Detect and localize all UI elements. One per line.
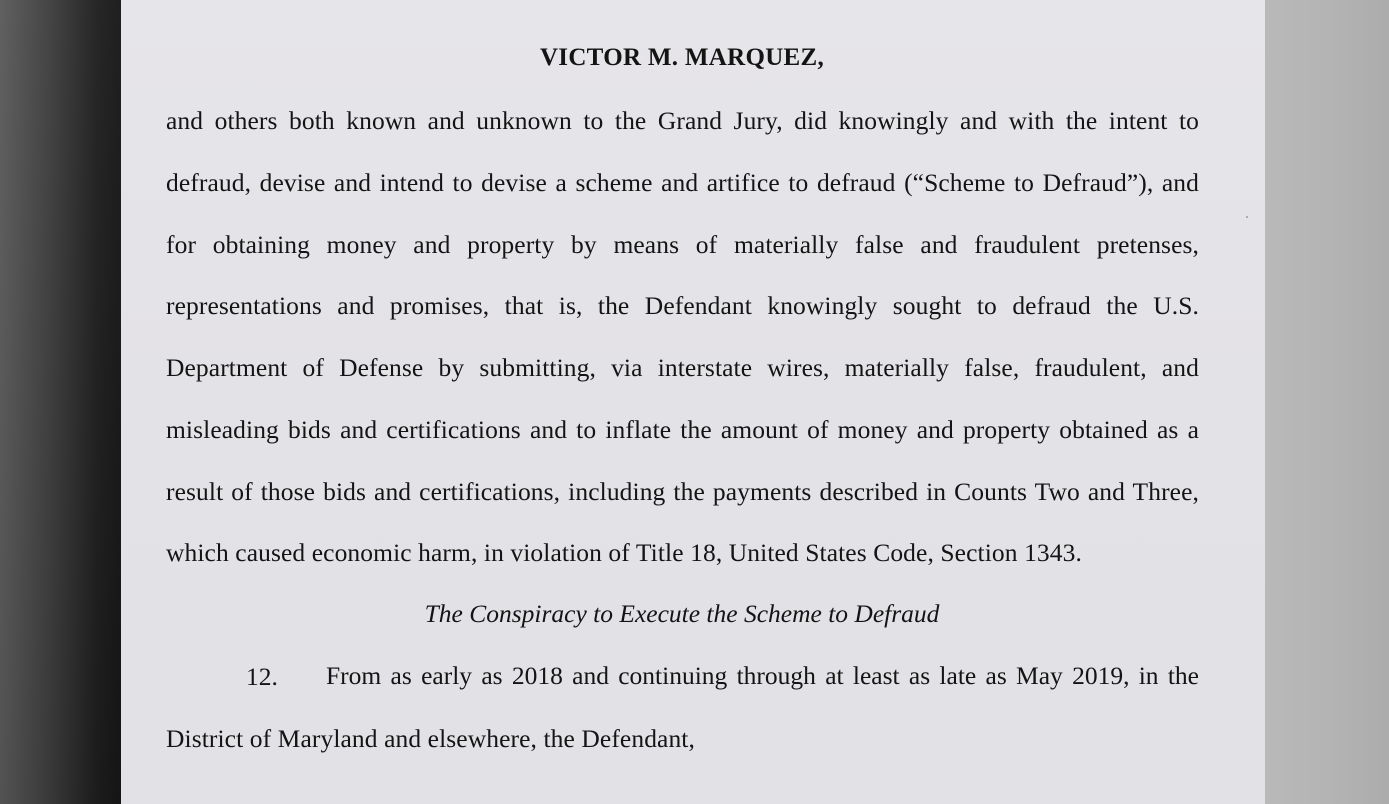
body-line-5: Department of Defense by submitting, via interstate wires, materially false, fraudulent, and [166, 353, 1199, 382]
document-page [121, 0, 1265, 804]
paragraph-number: 12. [246, 662, 278, 691]
body-line-1: and others both known and unknown to the Grand Jury, did knowingly and with the intent to [166, 106, 1199, 135]
paper-speck [1246, 216, 1248, 218]
body-line-8: which caused economic harm, in violation of Title 18, United States Code, Section 1343. [166, 538, 1082, 567]
background-right [1265, 0, 1389, 804]
body-line-4: representations and promises, that is, the Defendant knowingly sought to defraud the U.S. [166, 291, 1199, 320]
background-left-shadow [0, 0, 121, 804]
body-line-3: for obtaining money and property by means of materially false and fraudulent pretenses, [166, 230, 1199, 259]
paragraph-first-line: From as early as 2018 and continuing through at least as late as May 2019, in the [326, 661, 1199, 690]
section-heading: The Conspiracy to Execute the Scheme to Defraud [424, 599, 940, 628]
paragraph-second-line: District of Maryland and elsewhere, the Defendant, [166, 724, 695, 753]
body-line-6: misleading bids and certifications and to inflate the amount of money and property obtained as a [166, 415, 1199, 444]
body-line-7: result of those bids and certifications, including the payments described in Counts Two and Three, [166, 477, 1199, 506]
body-line-2: defraud, devise and intend to devise a scheme and artifice to defraud (“Scheme to Defraud”), and [166, 168, 1199, 197]
defendant-name-heading: VICTOR M. MARQUEZ, [539, 44, 825, 71]
